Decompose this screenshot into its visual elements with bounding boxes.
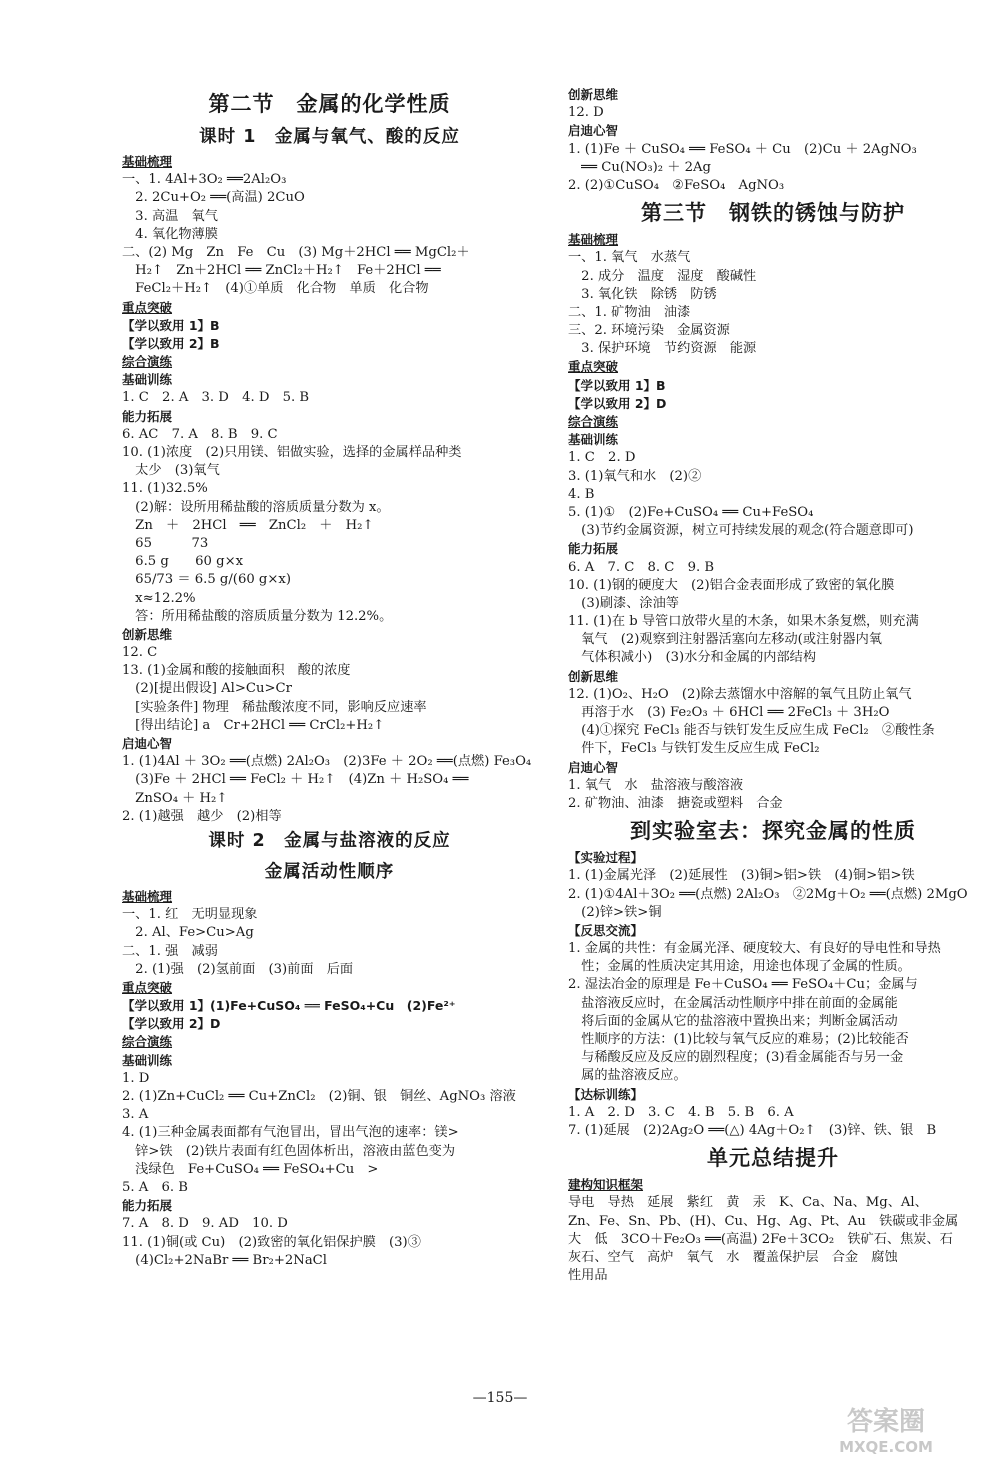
answer-line: 1. (1)金属光泽 (2)延展性 (3)铜>铝>铁 (4)铜>铝>铁 xyxy=(568,868,915,884)
watermark-url: MXQE.COM xyxy=(839,1438,933,1456)
answer-line: 2. (1)Zn+CuCl₂ ══ Cu+ZnCl₂ (2)铜、银 铜丝、AgNO₃ 溶液 xyxy=(122,1089,516,1104)
subsection-label: 创新思维 xyxy=(568,668,619,684)
answer-line: 3. 保护环境 节约资源 能源 xyxy=(568,341,757,357)
answer-line: 10. (1)钢的硬度大 (2)铝合金表面形成了致密的氧化膜 xyxy=(568,577,895,593)
category-label: 综合演练 xyxy=(122,1034,173,1050)
answer-line: (3)节约金属资源，树立可持续发展的观念(符合题意即可) xyxy=(568,523,914,539)
answer-line: 65/73 ＝ 6.5 g/(60 g×x) xyxy=(122,572,292,588)
answer-line: 12. D xyxy=(568,105,604,121)
answer-line: 再溶于水 (3) Fe₂O₃ ＋ 6HCl ══ 2FeCl₃ ＋ 3H₂O xyxy=(568,705,890,720)
lesson-heading: 金属活动性顺序 xyxy=(264,861,395,882)
category-label: 建构知识框架 xyxy=(568,1177,644,1193)
subsection-label: 【实验过程】 xyxy=(568,850,644,866)
answer-line: 答：所用稀盐酸的溶质质量分数为 12.2%。 xyxy=(122,608,393,624)
answer-line: 2. (1)越强 越少 (2)相等 xyxy=(122,808,282,824)
watermark-text: 答案圈 xyxy=(846,1407,926,1437)
answer-line: 12. C xyxy=(122,645,158,661)
answer-line: 锌>铁 (2)铁片表面有红色固体析出，溶液由蓝色变为 xyxy=(122,1143,456,1159)
answer-line: (4)①探究 FeCl₃ 能否与铁钉发生反应生成 FeCl₂ ②酸性条 xyxy=(568,723,935,739)
answer-line: 10. (1)浓度 (2)只用镁、铝做实验，选择的金属样品种类 xyxy=(122,445,462,460)
answer-line: ══ Cu(NO₃)₂ ＋ 2Ag xyxy=(568,159,711,175)
subsection-label: 【达标训练】 xyxy=(568,1086,644,1102)
answer-line: 2. 矿物油、油漆 搪瓷或塑料 合金 xyxy=(568,795,783,811)
answer-line: (4)Cl₂+2NaBr ══ Br₂+2NaCl xyxy=(122,1252,327,1268)
answer-line: 太少 (3)氧气 xyxy=(122,463,220,479)
subsection-label: 创新思维 xyxy=(122,626,173,642)
answer-line: [实验条件] 物理 稀盐酸浓度不同，影响反应速率 xyxy=(122,699,427,715)
answer-line: 一、1. 红 无明显现象 xyxy=(122,907,258,923)
answer-line: 性；金属的性质决定其用途，用途也体现了金属的性质。 xyxy=(568,959,911,975)
category-label: 基础梳理 xyxy=(122,154,173,169)
answer-line: 3. 氧化铁 除锈 防锈 xyxy=(568,286,717,302)
answer-line: 与稀酸反应及反应的剧烈程度；(3)看金属能否与另一金 xyxy=(568,1050,904,1066)
answer-line: (2)[提出假设] Al>Cu>Cr xyxy=(122,681,292,697)
category-label: 重点突破 xyxy=(568,359,619,375)
right-column xyxy=(568,86,978,1285)
answer-line: 浅绿色 Fe+CuSO₄ ══ FeSO₄+Cu > xyxy=(122,1161,379,1177)
lesson-heading: 课时 1 金属与氧气、酸的反应 xyxy=(199,127,460,147)
answer-line: 导电 导热 延展 紫红 黄 汞 K、Ca、Na、Mg、Al、 xyxy=(568,1195,928,1211)
answer-line: 5. (1)① (2)Fe+CuSO₄ ══ Cu+FeSO₄ xyxy=(568,504,814,520)
subsection-label: 基础训练 xyxy=(568,432,619,448)
answer-line: x≈12.2% xyxy=(122,590,196,606)
answer-line: 1. 氧气 水 盐溶液与酸溶液 xyxy=(568,777,744,793)
answer-line: 大 低 3CO＋Fe₂O₃ ══(高温) 2Fe＋3CO₂ 铁矿石、焦炭、石 xyxy=(568,1231,953,1247)
answer-line: 12. (1)O₂、H₂O (2)除去蒸馏水中溶解的氧气且防止氧气 xyxy=(568,686,912,702)
answer-line: 3. A xyxy=(122,1107,149,1123)
subsection-label: 基础训练 xyxy=(122,372,173,388)
subsection-label: 启迪心智 xyxy=(568,123,619,139)
answer-line: 二、1. 强 减弱 xyxy=(122,943,218,959)
subsection-label: 【学以致用 1】B xyxy=(122,317,220,333)
answer-line: 65 73 xyxy=(122,535,209,551)
answer-line: 2. (1)①4Al＋3O₂ ══(点燃) 2Al₂O₃ ②2Mg＋O₂ ══(点燃) 2MgO xyxy=(568,886,968,902)
watermark-logo xyxy=(796,1404,976,1456)
answer-line: 4. (1)三种金属表面都有气泡冒出，冒出气泡的速率：镁> xyxy=(122,1125,459,1141)
answer-line: 气体积减小) (3)水分和金属的内部结构 xyxy=(568,650,817,666)
answer-line: 2. Al、Fe>Cu>Ag xyxy=(122,925,254,941)
answer-line: 件下，FeCl₃ 与铁钉发生反应生成 FeCl₂ xyxy=(568,741,820,757)
answer-line: 11. (1)32.5% xyxy=(122,481,208,497)
subsection-label: 【反思交流】 xyxy=(568,922,644,938)
answer-line: 7. A 8. D 9. AD 10. D xyxy=(122,1216,288,1232)
answer-line: 1. (1)Fe ＋ CuSO₄ ══ FeSO₄ ＋ Cu (2)Cu ＋ 2AgNO₃ xyxy=(568,141,917,157)
answer-line: 将后面的金属从它的盐溶液中置换出来；判断金属活动 xyxy=(568,1013,898,1029)
section-heading: 单元总结提升 xyxy=(707,1146,839,1171)
answer-line: (3)刷漆、涂油等 xyxy=(568,595,679,611)
answer-line: 2. 湿法冶金的原理是 Fe＋CuSO₄ ══ FeSO₄＋Cu；金属与 xyxy=(568,977,918,993)
answer-line: 灰石、空气 高炉 氧气 水 覆盖保护层 合金 腐蚀 xyxy=(568,1249,898,1265)
subsection-label: 【学以致用 2】D xyxy=(568,395,667,411)
answer-line: 氧气 (2)观察到注射器活塞向左移动(或注射器内氧 xyxy=(568,632,882,648)
category-label: 基础梳理 xyxy=(568,232,619,248)
answer-line: 7. (1)延展 (2)2Ag₂O ══(△) 4Ag＋O₂↑ (3)锌、铁、银 B xyxy=(568,1122,937,1138)
category-label: 综合演练 xyxy=(122,354,173,370)
answer-line: 3. (1)氧气和水 (2)② xyxy=(568,468,702,484)
answer-line: 6.5 g 60 g×x xyxy=(122,554,244,570)
category-label: 综合演练 xyxy=(568,414,619,429)
answer-line: 11. (1)铜(或 Cu) (2)致密的氧化铝保护膜 (3)③ xyxy=(122,1234,421,1250)
answer-line: (3)Fe ＋ 2HCl ══ FeCl₂ ＋ H₂↑ (4)Zn ＋ H₂SO₄ ══ xyxy=(122,772,469,788)
answer-line: 1. 金属的共性：有金属光泽、硬度较大、有良好的导电性和导热 xyxy=(568,941,941,957)
answer-line: 盐溶液反应时，在金属活动性顺序中排在前面的金属能 xyxy=(568,995,898,1011)
answer-line: 2. (2)①CuSO₄ ②FeSO₄ AgNO₃ xyxy=(568,177,785,193)
answer-line: 1. C 2. A 3. D 4. D 5. B xyxy=(122,390,310,406)
category-label: 重点突破 xyxy=(122,299,173,315)
answer-line: 二、(2) Mg Zn Fe Cu (3) Mg＋2HCl ══ MgCl₂＋ xyxy=(122,244,470,260)
answer-line: (2)锌>铁>铜 xyxy=(568,904,662,920)
answer-line: 2. (1)强 (2)氢前面 (3)前面 后面 xyxy=(122,961,354,977)
subsection-label: 启迪心智 xyxy=(122,736,173,751)
answer-line: 一、1. 氧气 水蒸气 xyxy=(568,250,691,266)
answer-line: FeCl₂＋H₂↑ (4)①单质 化合物 单质 化合物 xyxy=(122,281,429,297)
section-heading: 第二节 金属的化学性质 xyxy=(208,92,451,116)
answer-line: [得出结论] a Cr+2HCl ══ CrCl₂+H₂↑ xyxy=(122,717,385,733)
answer-line: 6. A 7. C 8. C 9. B xyxy=(568,559,715,575)
subsection-label: 能力拓展 xyxy=(122,408,173,424)
subsection-label: 能力拓展 xyxy=(568,541,619,557)
subsection-label: 基础训练 xyxy=(122,1052,173,1068)
answer-line: 1. (1)4Al ＋ 3O₂ ══(点燃) 2Al₂O₃ (2)3Fe ＋ 2O₂ ══(点燃) Fe₃O₄ xyxy=(122,754,532,770)
answer-line: 2. 2Cu+O₂ ══(高温) 2CuO xyxy=(122,190,305,206)
answer-line: 性用品 xyxy=(568,1268,608,1284)
answer-line: H₂↑ Zn＋2HCl ══ ZnCl₂＋H₂↑ Fe＋2HCl ══ xyxy=(122,263,441,279)
watermark-graphic xyxy=(796,1404,976,1456)
answer-line: 1. A 2. D 3. C 4. B 5. B 6. A xyxy=(568,1104,794,1120)
section-heading: 到实验室去：探究金属的性质 xyxy=(630,819,916,844)
answer-line: ZnSO₄ ＋ H₂↑ xyxy=(122,790,228,806)
subsection-label: 【学以致用 2】D xyxy=(122,1016,221,1032)
category-label: 基础梳理 xyxy=(122,888,173,904)
lesson-heading: 课时 2 金属与盐溶液的反应 xyxy=(208,830,451,851)
category-label: 重点突破 xyxy=(122,979,173,995)
answer-line: 2. 成分 温度 湿度 酸碱性 xyxy=(568,268,757,284)
answer-line: 4. B xyxy=(568,486,595,502)
subsection-label: 【学以致用 1】(1)Fe+CuSO₄ ══ FeSO₄+Cu (2)Fe²⁺ xyxy=(122,998,456,1014)
section-heading: 第三节 钢铁的锈蚀与防护 xyxy=(641,201,905,226)
answer-line: 性顺序的方法：(1)比较与氧气反应的难易；(2)比较能否 xyxy=(568,1032,909,1047)
subsection-label: 【学以致用 1】B xyxy=(568,377,666,393)
answer-line: 1. D xyxy=(122,1070,150,1086)
answer-line: 5. A 6. B xyxy=(122,1179,188,1195)
answer-line: 11. (1)在 b 导管口放带火星的木条，如果木条复燃，则充满 xyxy=(568,614,919,630)
answer-line: 13. (1)金属和酸的接触面积 酸的浓度 xyxy=(122,663,351,679)
answer-line: Zn、Fe、Sn、Pb、(H)、Cu、Hg、Ag、Pt、Au 铁碳或非金属 xyxy=(568,1213,959,1229)
subsection-label: 创新思维 xyxy=(568,87,619,102)
answer-line: 1. C 2. D xyxy=(568,450,636,466)
page-number: —155— xyxy=(472,1390,528,1406)
subsection-label: 【学以致用 2】B xyxy=(122,335,220,351)
answer-line: 属的盐溶液反应。 xyxy=(568,1068,687,1084)
answer-line: 6. AC 7. A 8. B 9. C xyxy=(122,426,278,442)
answer-line: Zn ＋ 2HCl ══ ZnCl₂ ＋ H₂↑ xyxy=(122,517,374,533)
answer-line: 3. 高温 氧气 xyxy=(122,208,218,224)
answer-line: 4. 氧化物薄膜 xyxy=(122,226,218,242)
answer-line: (2)解：设所用稀盐酸的溶质质量分数为 x。 xyxy=(122,499,390,515)
answer-line: 二、1. 矿物油 油漆 xyxy=(568,304,691,320)
answer-line: 三、2. 环境污染 金属资源 xyxy=(568,323,730,339)
answer-line: 一、1. 4Al+3O₂ ══2Al₂O₃ xyxy=(122,172,287,188)
subsection-label: 能力拓展 xyxy=(122,1198,173,1214)
left-column xyxy=(122,86,537,1270)
subsection-label: 启迪心智 xyxy=(568,759,619,775)
